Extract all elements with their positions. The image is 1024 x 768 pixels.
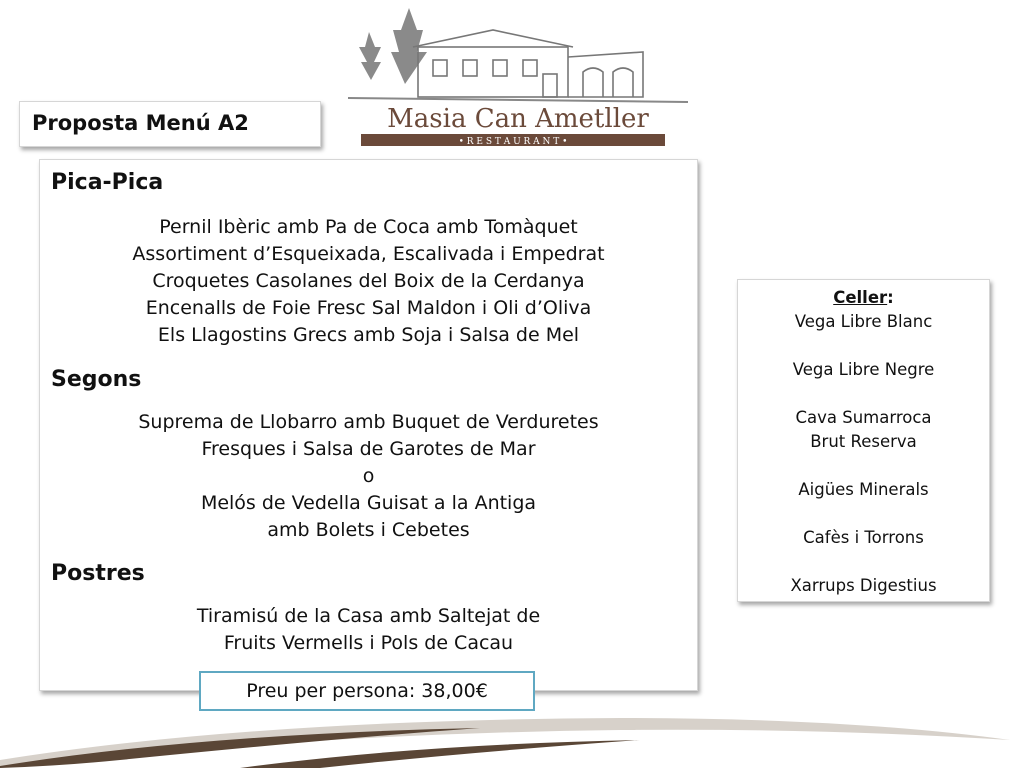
menu-item: Assortiment d’Esqueixada, Escalivada i Empedrat xyxy=(132,243,605,265)
menu-item: Fresques i Salsa de Garotes de Mar xyxy=(201,438,536,460)
menu-item: Melós de Vedella Guisat a la Antiga xyxy=(200,492,537,514)
logo-subtitle: • R E S T A U R A N T • xyxy=(458,137,568,147)
cellar-heading xyxy=(738,286,989,310)
menu-item: Encenalls de Foie Fresc Sal Maldon i Oli d’Oliva xyxy=(145,297,592,319)
menu-item: Fruits Vermells i Pols de Cacau xyxy=(223,632,514,654)
cellar-box xyxy=(737,279,990,602)
logo-name: Masia Can Ametller xyxy=(387,104,649,134)
menu-item: Pernil Ibèric amb Pa de Coca amb Tomàquet xyxy=(159,216,578,238)
title-box xyxy=(19,101,321,147)
page-title: Proposta Menú A2 xyxy=(32,111,249,135)
price-box: Preu per persona: 38,00€ xyxy=(199,671,535,711)
cellar-spacer xyxy=(738,334,989,358)
menu-item: amb Bolets i Cebetes xyxy=(267,519,470,541)
cellar-item: Vega Libre Blanc xyxy=(794,312,933,331)
cellar-item: Xarrups Digestius xyxy=(790,576,937,595)
cellar-spacer xyxy=(738,382,989,406)
cellar-heading-colon: : xyxy=(887,288,894,307)
section-heading-segons: Segons xyxy=(51,367,142,392)
cellar-spacer xyxy=(738,550,989,574)
section-heading-pica-pica: Pica-Pica xyxy=(51,170,164,195)
menu-item: Croquetes Casolanes del Boix de la Cerdanya xyxy=(152,270,585,292)
decorative-swoosh xyxy=(0,700,1024,768)
menu-item: Tiramisú de la Casa amb Saltejat de xyxy=(196,605,541,627)
section-heading-postres: Postres xyxy=(51,561,145,586)
menu-item: o xyxy=(362,465,375,487)
cellar-heading-label: Celler xyxy=(833,288,888,307)
cellar-item: Brut Reserva xyxy=(810,432,917,451)
section-items-pica-pica xyxy=(40,214,697,349)
cellar-spacer xyxy=(738,502,989,526)
menu-box xyxy=(39,159,698,691)
restaurant-logo xyxy=(343,2,693,152)
menu-item: Suprema de Llobarro amb Buquet de Verduretes xyxy=(138,411,599,433)
cellar-item: Cafès i Torrons xyxy=(803,528,924,547)
cellar-spacer xyxy=(738,454,989,478)
section-items-postres xyxy=(40,603,697,657)
menu-item: Els Llagostins Grecs amb Soja i Salsa de Mel xyxy=(157,324,580,346)
section-items-segons xyxy=(40,409,697,544)
cellar-item: Aigües Minerals xyxy=(798,480,929,499)
cellar-item: Cava Sumarroca xyxy=(795,408,932,427)
cellar-item: Vega Libre Negre xyxy=(792,360,935,379)
cellar-list xyxy=(738,286,989,598)
